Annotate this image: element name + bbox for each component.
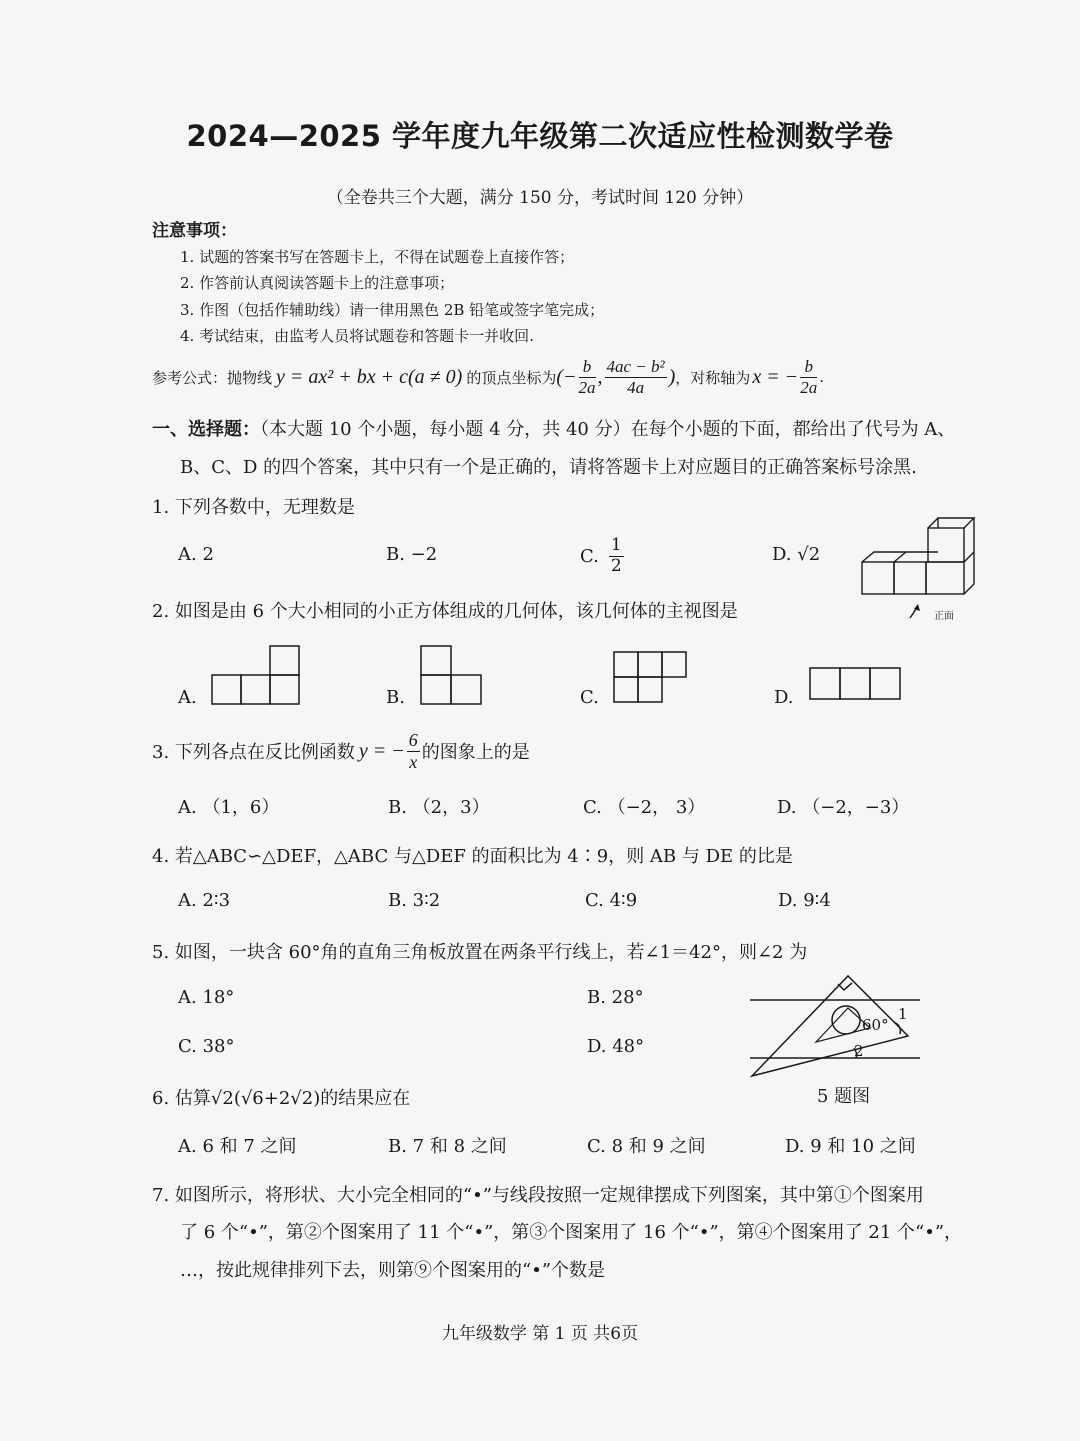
axis-den: 2a (800, 377, 818, 397)
vertex-paren: ) (668, 365, 676, 388)
q1-option-c (580, 536, 626, 576)
q2-stem: 2. 如图是由 6 个大小相同的小正方体组成的几何体，该几何体的主视图是 (152, 601, 738, 622)
axis-fraction (800, 357, 817, 397)
q6-option-d: D. 9 和 10 之间 (785, 1136, 916, 1157)
q1-option-b: B. −2 (386, 544, 438, 565)
q4-stem: 4. 若△ABC∽△DEF，△ABC 与△DEF 的面积比为 4∶9，则 AB 与 DE 的比是 (152, 846, 793, 867)
q1-d-label: D. (772, 544, 792, 565)
q3-option-d: D. （−2，−3） (777, 797, 910, 818)
section1-line1 (152, 415, 955, 441)
axis-num: b (800, 357, 817, 378)
q4-option-d: D. 9∶4 (778, 890, 831, 911)
q2-option-b: B. (386, 687, 405, 708)
q3-stem-post: 的图象上的是 (421, 742, 530, 763)
q3-eq-den: x (409, 751, 418, 772)
q5-angle-2: 2 (854, 1042, 864, 1060)
vertex-y-num: 4ac − b² (606, 356, 665, 376)
notes-heading: 注意事项： (152, 221, 237, 241)
front-label: 正面 (934, 611, 954, 622)
vertex-y-fraction (605, 357, 667, 397)
reference-formula: 参考公式： 抛物线 y = ax² + bx + c(a ≠ 0) 的顶点坐标为 (− $\frac{b}{2a}$ , $\frac{\text{4ac − b²}}{4a}$ ) ，对称轴为 x = − $\frac{b}{2a}$ . (152, 356, 824, 397)
q2-option-b-figure (420, 644, 484, 706)
page-footer: 九年级数学 第 1 页 共6页 (441, 1324, 639, 1344)
formula-label: 参考公式： (152, 368, 228, 387)
q3-eq-lhs: y = − (358, 739, 405, 762)
q2-option-a-figure (211, 644, 303, 706)
parabola-equation: y = ax² + bx + c(a ≠ 0) (276, 365, 463, 388)
q6-option-c: C. 8 和 9 之间 (587, 1136, 706, 1157)
vertex-x-fraction (579, 357, 596, 397)
q4-option-b: B. 3∶2 (388, 890, 441, 911)
vertex-paren: (− (556, 365, 577, 388)
q3-option-a: A. （1，6） (178, 797, 280, 818)
q2-option-a: A. (178, 687, 197, 708)
formula-text: ，对称轴为 (675, 368, 751, 387)
q3-eq-num: 6 (408, 729, 418, 750)
q1-c-label: C. (580, 545, 599, 567)
formula-end: . (819, 368, 824, 386)
q6-stem: 6. 估算√2(√6+2√2)的结果应在 (152, 1088, 411, 1109)
axis-lhs: x = − (752, 365, 799, 388)
note-item: 4. 考试结束，由监考人员将试题卷和答题卡一并收回. (180, 327, 534, 345)
q5-stem: 5. 如图，一块含 60°角的直角三角板放置在两条平行线上，若∠1＝42°，则∠2 为 (152, 942, 808, 963)
section1-line2: B、C、D 的四个答案，其中只有一个是正确的，请将答题卡上对应题目的正确答案标号涂黑. (180, 457, 917, 478)
q7-line2: 了 6 个“•”，第②个图案用了 11 个“•”，第③个图案用了 16 个“•”，第④个图案用了 21 个“•”， (180, 1222, 963, 1243)
q1-option-d (772, 544, 820, 565)
note-item: 2. 作答前认真阅读答题卡上的注意事项； (180, 274, 455, 292)
q7-line3: …，按此规律排列下去，则第⑨个图案用的“•”个数是 (180, 1260, 606, 1281)
note-item: 1. 试题的答案书写在答题卡上，不得在试题卷上直接作答； (180, 248, 575, 266)
exam-subtitle: （全卷共三个大题，满分 150 分，考试时间 120 分钟） (326, 188, 754, 208)
q3-stem (152, 726, 530, 776)
q5-option-b: B. 28° (587, 987, 644, 1008)
q2-option-d: D. (774, 687, 794, 708)
q5-option-d: D. 48° (587, 1036, 645, 1057)
cube-solid-figure (858, 516, 978, 626)
page-title: 2024—2025 学年度九年级第二次适应性检测数学卷 (186, 119, 894, 153)
q2-option-d-figure (809, 666, 905, 702)
q5-figure-caption: 5 题图 (817, 1086, 871, 1107)
q1-option-a: A. 2 (178, 544, 214, 565)
q4-option-a: A. 2∶3 (178, 890, 231, 911)
q4-option-c: C. 4∶9 (585, 890, 638, 911)
section1-instructions: （本大题 10 个小题，每小题 4 分，共 40 分）在每个小题的下面，都给出了代号为 A、 (260, 419, 956, 440)
note-item: 3. 作图（包括作辅助线）请一律用黑色 2B 铅笔或签字笔完成； (180, 301, 605, 319)
q5-triangle-figure (744, 970, 924, 1082)
q5-angle-60: 60° (862, 1016, 889, 1034)
q2-option-c: C. (580, 687, 599, 708)
q6-option-b: B. 7 和 8 之间 (388, 1136, 507, 1157)
formula-text: 的顶点坐标为 (466, 368, 557, 387)
q1-stem: 1. 下列各数中，无理数是 (152, 497, 355, 518)
q1-c-den: 2 (610, 555, 622, 576)
q6-option-a: A. 6 和 7 之间 (178, 1136, 297, 1157)
section1-heading: 一、选择题： (152, 419, 260, 440)
q5-angle-1: 1 (898, 1005, 908, 1023)
vertex-x-den: 2a (578, 377, 596, 397)
q3-fraction (407, 730, 420, 772)
q5-option-c: C. 38° (178, 1036, 235, 1057)
q3-stem-pre: 3. 下列各点在反比例函数 (152, 742, 355, 763)
q1-d-value: √2 (797, 544, 821, 565)
vertex-y-den: 4a (627, 377, 645, 397)
q5-option-a: A. 18° (178, 987, 235, 1008)
vertex-x-num: b (579, 357, 596, 378)
q1-c-fraction (609, 536, 624, 576)
q7-line1: 7. 如图所示，将形状、大小完全相同的“•”与线段按照一定规律摆成下列图案，其中第①个图案用 (152, 1185, 924, 1206)
q2-option-c-figure (613, 650, 689, 704)
q3-option-c: C. （−2， 3） (583, 797, 706, 818)
formula-text: 抛物线 (227, 368, 273, 387)
q3-option-b: B. （2，3） (388, 797, 490, 818)
q1-c-num: 1 (610, 535, 622, 555)
